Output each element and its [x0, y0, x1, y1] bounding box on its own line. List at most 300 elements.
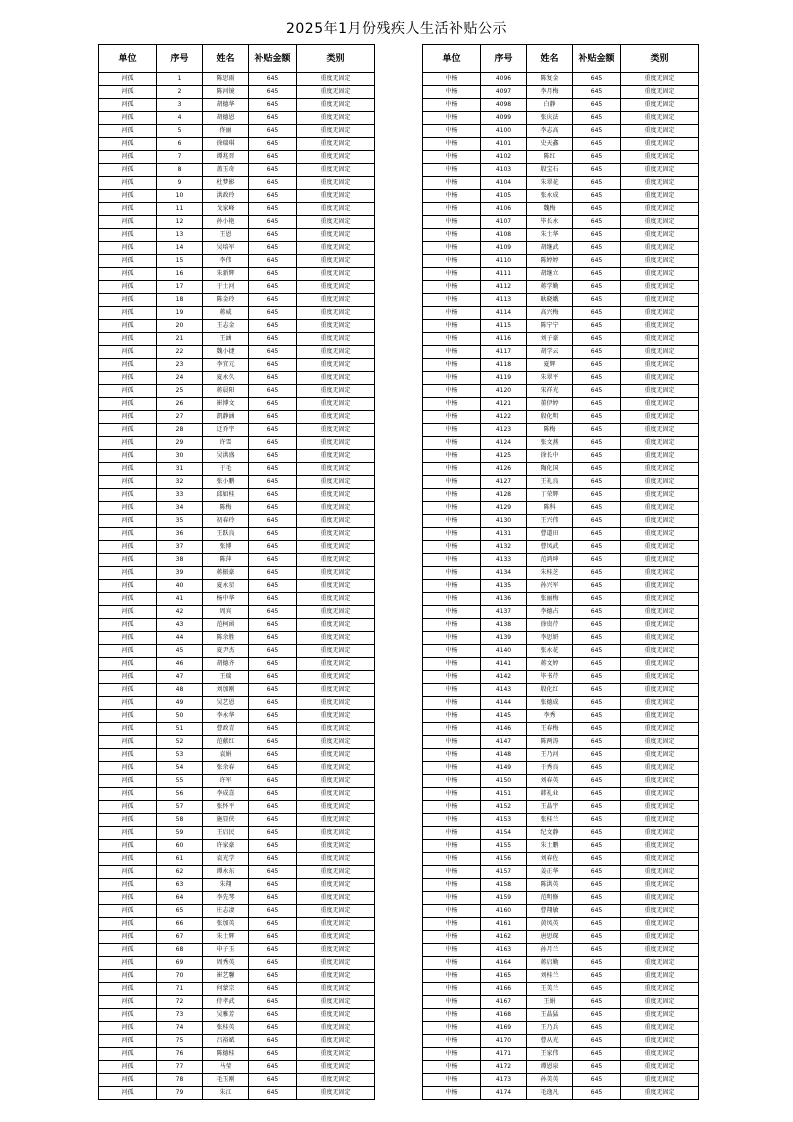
table-row	[99, 827, 375, 840]
cell-amount: 645	[249, 710, 297, 723]
cell-amount: 645	[249, 164, 297, 177]
cell-unit: 中杨	[423, 736, 481, 749]
cell-unit: 河孤	[99, 749, 157, 762]
table-row	[423, 424, 699, 437]
cell-amount: 645	[573, 359, 621, 372]
cell-category: 重度无固定	[297, 528, 375, 541]
cell-amount: 645	[573, 749, 621, 762]
cell-category: 重度无固定	[621, 931, 699, 944]
cell-category: 重度无固定	[297, 502, 375, 515]
cell-unit: 河孤	[99, 567, 157, 580]
table-row	[423, 762, 699, 775]
cell-amount: 645	[249, 697, 297, 710]
table-row	[423, 502, 699, 515]
cell-serial: 4103	[481, 164, 527, 177]
cell-name: 曹凤武	[527, 541, 573, 554]
cell-unit: 中杨	[423, 112, 481, 125]
table-row	[99, 788, 375, 801]
cell-category: 重度无固定	[297, 632, 375, 645]
cell-amount: 645	[573, 1074, 621, 1087]
cell-amount: 645	[573, 333, 621, 346]
cell-amount: 645	[249, 255, 297, 268]
cell-amount: 645	[573, 307, 621, 320]
cell-amount: 645	[573, 996, 621, 1009]
table-header-row	[423, 45, 699, 73]
cell-name: 李月梅	[527, 86, 573, 99]
table-row	[423, 710, 699, 723]
cell-unit: 中杨	[423, 450, 481, 463]
table-row	[99, 931, 375, 944]
cell-serial: 77	[157, 1061, 203, 1074]
cell-name: 毕书芹	[527, 671, 573, 684]
cell-amount: 645	[573, 372, 621, 385]
cell-name: 夏尹杰	[203, 645, 249, 658]
cell-unit: 河孤	[99, 450, 157, 463]
cell-amount: 645	[573, 112, 621, 125]
cell-serial: 4102	[481, 151, 527, 164]
table-row	[423, 73, 699, 86]
cell-unit: 河孤	[99, 1087, 157, 1100]
cell-serial: 25	[157, 385, 203, 398]
cell-amount: 645	[573, 411, 621, 424]
cell-category: 重度无固定	[297, 1061, 375, 1074]
cell-name: 王恩	[203, 229, 249, 242]
cell-unit: 河孤	[99, 944, 157, 957]
cell-name: 张庆法	[527, 112, 573, 125]
cell-serial: 33	[157, 489, 203, 502]
table-row	[99, 125, 375, 138]
cell-amount: 645	[573, 1035, 621, 1048]
cell-unit: 中杨	[423, 333, 481, 346]
cell-unit: 中杨	[423, 99, 481, 112]
cell-name: 陈婷婷	[527, 255, 573, 268]
cell-category: 重度无固定	[621, 827, 699, 840]
table-row	[99, 866, 375, 879]
cell-amount: 645	[573, 177, 621, 190]
cell-unit: 河孤	[99, 866, 157, 879]
cell-serial: 4143	[481, 684, 527, 697]
cell-serial: 4132	[481, 541, 527, 554]
cell-serial: 4114	[481, 307, 527, 320]
cell-unit: 河孤	[99, 931, 157, 944]
cell-category: 重度无固定	[297, 723, 375, 736]
cell-amount: 645	[573, 931, 621, 944]
cell-amount: 645	[249, 411, 297, 424]
cell-serial: 55	[157, 775, 203, 788]
cell-amount: 645	[573, 203, 621, 216]
table-row	[423, 619, 699, 632]
cell-category: 重度无固定	[297, 164, 375, 177]
cell-unit: 河孤	[99, 359, 157, 372]
cell-amount: 645	[573, 385, 621, 398]
cell-amount: 645	[249, 476, 297, 489]
cell-name: 陈宁宁	[527, 320, 573, 333]
cell-unit: 河孤	[99, 294, 157, 307]
cell-amount: 645	[573, 268, 621, 281]
cell-category: 重度无固定	[621, 294, 699, 307]
cell-amount: 645	[573, 86, 621, 99]
cell-category: 重度无固定	[297, 944, 375, 957]
cell-name: 盖玉奇	[203, 164, 249, 177]
cell-serial: 4162	[481, 931, 527, 944]
cell-amount: 645	[249, 242, 297, 255]
cell-category: 重度无固定	[297, 203, 375, 216]
cell-name: 殷宝石	[527, 164, 573, 177]
cell-amount: 645	[249, 502, 297, 515]
cell-serial: 4105	[481, 190, 527, 203]
cell-name: 张丽梅	[527, 593, 573, 606]
cell-name: 马莹	[203, 1061, 249, 1074]
cell-name: 宋祥光	[527, 385, 573, 398]
cell-name: 孙小艳	[203, 216, 249, 229]
table-row	[423, 112, 699, 125]
cell-serial: 29	[157, 437, 203, 450]
table-row	[99, 645, 375, 658]
cell-category: 重度无固定	[621, 606, 699, 619]
cell-amount: 645	[249, 203, 297, 216]
cell-unit: 河孤	[99, 554, 157, 567]
cell-unit: 中杨	[423, 1048, 481, 1061]
cell-category: 重度无固定	[297, 762, 375, 775]
cell-name: 朱士华	[527, 229, 573, 242]
cell-unit: 河孤	[99, 905, 157, 918]
cell-serial: 50	[157, 710, 203, 723]
cell-category: 重度无固定	[297, 125, 375, 138]
cell-category: 重度无固定	[297, 385, 375, 398]
table-row	[99, 190, 375, 203]
cell-unit: 河孤	[99, 528, 157, 541]
cell-name: 韩礼业	[527, 788, 573, 801]
cell-amount: 645	[249, 957, 297, 970]
cell-category: 重度无固定	[621, 346, 699, 359]
cell-name: 陈两涛	[527, 736, 573, 749]
cell-category: 重度无固定	[297, 1022, 375, 1035]
cell-serial: 78	[157, 1074, 203, 1087]
cell-amount: 645	[249, 151, 297, 164]
cell-serial: 4158	[481, 879, 527, 892]
cell-category: 重度无固定	[297, 1009, 375, 1022]
cell-category: 重度无固定	[621, 398, 699, 411]
cell-unit: 中杨	[423, 515, 481, 528]
cell-unit: 中杨	[423, 385, 481, 398]
cell-serial: 4128	[481, 489, 527, 502]
cell-amount: 645	[573, 1022, 621, 1035]
cell-amount: 645	[249, 489, 297, 502]
cell-serial: 9	[157, 177, 203, 190]
cell-amount: 645	[573, 879, 621, 892]
cell-category: 重度无固定	[621, 1009, 699, 1022]
cell-unit: 河孤	[99, 398, 157, 411]
cell-unit: 中杨	[423, 528, 481, 541]
cell-name: 孙美英	[527, 1074, 573, 1087]
cell-category: 重度无固定	[297, 554, 375, 567]
cell-amount: 645	[573, 125, 621, 138]
cell-unit: 中杨	[423, 190, 481, 203]
table-row	[99, 99, 375, 112]
cell-unit: 河孤	[99, 151, 157, 164]
cell-serial: 12	[157, 216, 203, 229]
cell-unit: 中杨	[423, 307, 481, 320]
cell-unit: 中杨	[423, 710, 481, 723]
cell-serial: 4123	[481, 424, 527, 437]
cell-unit: 中杨	[423, 320, 481, 333]
cell-amount: 645	[573, 450, 621, 463]
cell-name: 迁乔宇	[203, 424, 249, 437]
cell-serial: 4151	[481, 788, 527, 801]
cell-category: 重度无固定	[297, 177, 375, 190]
cell-category: 重度无固定	[297, 541, 375, 554]
cell-unit: 河孤	[99, 775, 157, 788]
table-row	[99, 333, 375, 346]
cell-category: 重度无固定	[297, 1048, 375, 1061]
cell-name: 王礼良	[527, 476, 573, 489]
cell-amount: 645	[573, 541, 621, 554]
cell-category: 重度无固定	[621, 814, 699, 827]
cell-name: 洪政玲	[203, 190, 249, 203]
cell-amount: 645	[249, 762, 297, 775]
cell-name: 凯静涵	[203, 411, 249, 424]
cell-name: 耿晓娥	[527, 294, 573, 307]
cell-unit: 中杨	[423, 905, 481, 918]
cell-category: 重度无固定	[621, 411, 699, 424]
table-row	[423, 138, 699, 151]
cell-serial: 26	[157, 398, 203, 411]
cell-category: 重度无固定	[621, 333, 699, 346]
cell-category: 重度无固定	[297, 86, 375, 99]
cell-name: 刘桂兰	[527, 970, 573, 983]
table-row	[99, 814, 375, 827]
cell-name: 陶化国	[527, 463, 573, 476]
cell-amount: 645	[573, 866, 621, 879]
cell-serial: 45	[157, 645, 203, 658]
cell-unit: 中杨	[423, 476, 481, 489]
cell-category: 重度无固定	[621, 1048, 699, 1061]
table-row	[99, 437, 375, 450]
cell-serial: 4167	[481, 996, 527, 1009]
cell-serial: 4142	[481, 671, 527, 684]
cell-category: 重度无固定	[297, 515, 375, 528]
cell-name: 史天鑫	[527, 138, 573, 151]
cell-category: 重度无固定	[621, 632, 699, 645]
cell-name: 陈德桂	[203, 1048, 249, 1061]
cell-category: 重度无固定	[621, 203, 699, 216]
cell-name: 孙兴军	[527, 580, 573, 593]
table-row	[99, 359, 375, 372]
table-row	[99, 73, 375, 86]
cell-amount: 645	[573, 229, 621, 242]
table-row	[99, 229, 375, 242]
cell-amount: 645	[249, 112, 297, 125]
table-row	[99, 736, 375, 749]
cell-unit: 中杨	[423, 853, 481, 866]
cell-name: 王晶猛	[527, 1009, 573, 1022]
cell-unit: 河孤	[99, 307, 157, 320]
cell-serial: 4174	[481, 1087, 527, 1100]
cell-category: 重度无固定	[297, 346, 375, 359]
cell-unit: 河孤	[99, 489, 157, 502]
table-row	[99, 242, 375, 255]
cell-unit: 河孤	[99, 723, 157, 736]
cell-category: 重度无固定	[297, 983, 375, 996]
cell-name: 张加英	[203, 918, 249, 931]
cell-unit: 中杨	[423, 86, 481, 99]
cell-serial: 4130	[481, 515, 527, 528]
cell-amount: 645	[249, 216, 297, 229]
cell-category: 重度无固定	[621, 502, 699, 515]
cell-name: 李宜元	[203, 359, 249, 372]
table-row	[423, 125, 699, 138]
cell-amount: 645	[573, 710, 621, 723]
table-row	[99, 944, 375, 957]
cell-serial: 4161	[481, 918, 527, 931]
table-row	[99, 281, 375, 294]
cell-amount: 645	[249, 99, 297, 112]
cell-name: 吴雅芳	[203, 1009, 249, 1022]
cell-serial: 79	[157, 1087, 203, 1100]
table-row	[99, 970, 375, 983]
cell-unit: 中杨	[423, 788, 481, 801]
table-row	[423, 944, 699, 957]
cell-unit: 中杨	[423, 164, 481, 177]
cell-category: 重度无固定	[621, 177, 699, 190]
cell-amount: 645	[249, 736, 297, 749]
cell-category: 重度无固定	[621, 489, 699, 502]
cell-amount: 645	[573, 515, 621, 528]
table-row	[423, 320, 699, 333]
cell-amount: 645	[573, 775, 621, 788]
cell-name: 王乃兵	[527, 1022, 573, 1035]
cell-unit: 河孤	[99, 229, 157, 242]
cell-serial: 4152	[481, 801, 527, 814]
cell-serial: 4144	[481, 697, 527, 710]
table-row	[423, 541, 699, 554]
cell-serial: 4122	[481, 411, 527, 424]
cell-amount: 645	[573, 424, 621, 437]
cell-category: 重度无固定	[621, 736, 699, 749]
cell-unit: 中杨	[423, 242, 481, 255]
cell-name: 张余春	[203, 762, 249, 775]
table-row	[99, 567, 375, 580]
cell-serial: 58	[157, 814, 203, 827]
cell-category: 重度无固定	[621, 580, 699, 593]
table-row	[423, 853, 699, 866]
cell-amount: 645	[573, 632, 621, 645]
page-title: 2025年1月份残疾人生活补贴公示	[285, 21, 508, 37]
cell-serial: 4155	[481, 840, 527, 853]
cell-unit: 河孤	[99, 385, 157, 398]
table-row	[99, 216, 375, 229]
cell-unit: 河孤	[99, 515, 157, 528]
cell-unit: 中杨	[423, 918, 481, 931]
cell-amount: 645	[249, 125, 297, 138]
cell-serial: 4109	[481, 242, 527, 255]
cell-unit: 中杨	[423, 216, 481, 229]
cell-amount: 645	[573, 645, 621, 658]
cell-name: 朱桂芝	[527, 567, 573, 580]
cell-name: 朱士鹏	[527, 840, 573, 853]
cell-name: 陈萍	[203, 554, 249, 567]
cell-amount: 645	[249, 827, 297, 840]
cell-serial: 4168	[481, 1009, 527, 1022]
cell-category: 重度无固定	[297, 229, 375, 242]
cell-serial: 38	[157, 554, 203, 567]
cell-serial: 1	[157, 73, 203, 86]
cell-name: 魏小捷	[203, 346, 249, 359]
cell-amount: 645	[249, 606, 297, 619]
cell-amount: 645	[573, 801, 621, 814]
cell-name: 胡德齐	[203, 658, 249, 671]
cell-unit: 中杨	[423, 1074, 481, 1087]
cell-serial: 51	[157, 723, 203, 736]
cell-category: 重度无固定	[621, 684, 699, 697]
table-row	[99, 619, 375, 632]
table-row	[99, 268, 375, 281]
subsidy-table-right	[422, 44, 699, 1100]
cell-category: 重度无固定	[621, 853, 699, 866]
cell-serial: 39	[157, 567, 203, 580]
cell-unit: 中杨	[423, 1061, 481, 1074]
cell-serial: 4139	[481, 632, 527, 645]
cell-serial: 4157	[481, 866, 527, 879]
cell-amount: 645	[573, 905, 621, 918]
table-row	[423, 892, 699, 905]
cell-category: 重度无固定	[621, 229, 699, 242]
cell-unit: 河孤	[99, 73, 157, 86]
cell-serial: 4140	[481, 645, 527, 658]
cell-serial: 18	[157, 294, 203, 307]
cell-name: 庄志凄	[203, 905, 249, 918]
cell-unit: 河孤	[99, 827, 157, 840]
cell-name: 于秀良	[527, 762, 573, 775]
table-row	[423, 580, 699, 593]
cell-amount: 645	[573, 853, 621, 866]
table-row	[423, 463, 699, 476]
cell-serial: 13	[157, 229, 203, 242]
cell-unit: 中杨	[423, 73, 481, 86]
cell-unit: 河孤	[99, 580, 157, 593]
cell-name: 崔博文	[203, 398, 249, 411]
cell-name: 陈科	[527, 502, 573, 515]
cell-unit: 河孤	[99, 632, 157, 645]
cell-unit: 河孤	[99, 593, 157, 606]
cell-amount: 645	[573, 294, 621, 307]
cell-name: 朱士辉	[203, 931, 249, 944]
cell-name: 陈思雨	[203, 73, 249, 86]
cell-unit: 中杨	[423, 632, 481, 645]
table-row	[99, 905, 375, 918]
table-row	[99, 463, 375, 476]
cell-serial: 4129	[481, 502, 527, 515]
cell-name: 夏永星	[203, 580, 249, 593]
header-serial: 序号	[481, 45, 527, 73]
cell-name: 胡德华	[203, 99, 249, 112]
cell-category: 重度无固定	[621, 645, 699, 658]
cell-name: 范柯函	[203, 619, 249, 632]
cell-name: 王志金	[203, 320, 249, 333]
cell-name: 王家伟	[527, 1048, 573, 1061]
cell-serial: 53	[157, 749, 203, 762]
cell-name: 吴洪盛	[203, 450, 249, 463]
header-category: 类别	[297, 45, 375, 73]
table-row	[99, 112, 375, 125]
cell-category: 重度无固定	[621, 359, 699, 372]
cell-serial: 31	[157, 463, 203, 476]
table-row	[423, 1061, 699, 1074]
cell-unit: 中杨	[423, 372, 481, 385]
cell-name: 魏梅	[527, 203, 573, 216]
cell-serial: 4131	[481, 528, 527, 541]
cell-unit: 河孤	[99, 957, 157, 970]
